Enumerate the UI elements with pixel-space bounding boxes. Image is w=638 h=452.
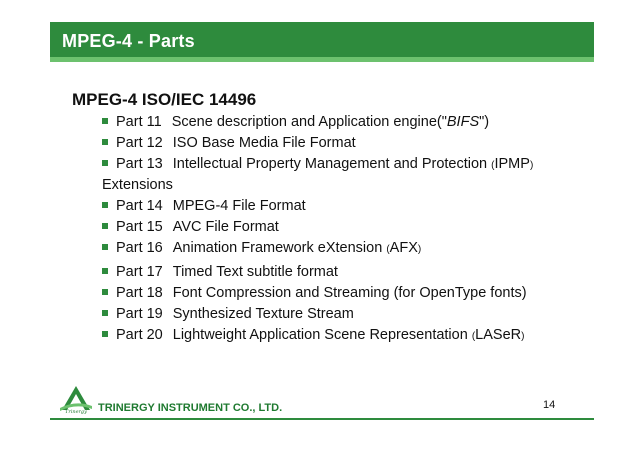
part-number: Part 13 (116, 156, 163, 172)
page-number: 14 (543, 399, 556, 411)
part-italic: BIFS (446, 114, 480, 130)
paren-open: ( (491, 160, 495, 171)
paren-close: ) (417, 244, 422, 255)
title-stripe (50, 57, 594, 62)
list-item (102, 154, 592, 175)
part-number: Part 12 (116, 135, 163, 151)
list-item (102, 217, 592, 238)
part-number: Part 14 (116, 198, 163, 214)
part-number: Part 18 (116, 285, 163, 301)
bullet-icon (102, 289, 108, 295)
part-text-end: ") (479, 114, 490, 130)
slide-title: MPEG-4 - Parts (62, 31, 195, 51)
list-item (102, 325, 592, 346)
list-item (102, 304, 592, 325)
part-continuation: Extensions (102, 177, 173, 193)
bullet-icon (102, 244, 108, 250)
bullet-icon (102, 118, 108, 124)
list-item (102, 196, 592, 217)
part-text: Synthesized Texture Stream (172, 306, 354, 322)
part-text: Font Compression and Streaming (for OpenType fonts) (172, 285, 527, 301)
part-abbr: LASeR (475, 327, 522, 343)
bullet-icon (102, 223, 108, 229)
company-name: TRINERGY INSTRUMENT CO., LTD. (98, 402, 283, 414)
bullet-icon (102, 202, 108, 208)
bullet-icon (102, 139, 108, 145)
part-text: AVC File Format (172, 219, 279, 235)
part-text: Intellectual Property Management and Protection (172, 156, 492, 172)
paren-open: ( (471, 331, 476, 342)
paren-close: ) (529, 160, 534, 171)
part-text: Lightweight Application Scene Representation (172, 327, 472, 343)
bullet-icon (102, 160, 108, 166)
part-text: Timed Text subtitle format (172, 264, 338, 280)
list-item (102, 238, 592, 259)
bullet-icon (102, 268, 108, 274)
logo-text: Trinergy (65, 409, 87, 414)
parts-list (102, 112, 592, 346)
part-number: Part 20 (116, 327, 163, 343)
slide-heading: MPEG-4 ISO/IEC 14496 (72, 90, 257, 109)
part-number: Part 17 (116, 264, 163, 280)
list-item (102, 283, 592, 304)
part-number: Part 16 (116, 240, 163, 256)
list-item (102, 133, 592, 154)
trinergy-logo-icon (58, 382, 94, 414)
paren-close: ) (521, 331, 525, 342)
part-text: Animation Framework eXtension (172, 240, 387, 256)
footer-divider (50, 418, 594, 420)
list-item (102, 262, 592, 283)
bullet-icon (102, 331, 108, 337)
part-number: Part 11 (116, 114, 162, 130)
part-text: MPEG-4 File Format (172, 198, 306, 214)
bullet-icon (102, 310, 108, 316)
paren-open: ( (386, 244, 390, 255)
part-text: ISO Base Media File Format (172, 135, 356, 151)
part-number: Part 19 (116, 306, 163, 322)
part-text: Scene description and Application engine(" (171, 114, 447, 130)
part-number: Part 15 (116, 219, 163, 235)
title-bar (50, 22, 594, 62)
part-abbr: IPMP (494, 156, 530, 172)
list-item (102, 112, 592, 133)
part-abbr: AFX (389, 240, 418, 256)
